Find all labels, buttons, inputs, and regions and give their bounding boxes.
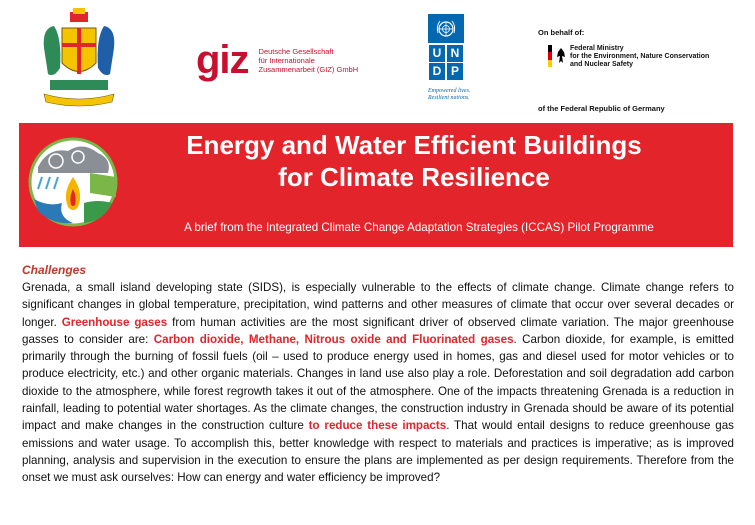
highlight-gas-list: Carbon dioxide, Methane, Nitrous oxide and Fluorinated gases (153, 332, 514, 346)
page-subtitle: A brief from the Integrated Climate Change Adaptation Strategies (ICCAS) Pilot Programme (184, 221, 654, 234)
body-paragraph: Grenada, a small island developing state (SIDS), is especially vulnerable to the effects of climate change. Climate change refers to significant changes in global temperature, precipitation, wind patterns and other measures of climate that occur over several decades or longer. Greenhouse gases from human activities are the most significant driver of observed climate variation. The major greenhouse gasses to consider are: Carbon dioxide, Methane, Nitrous oxide and Fluorinated gases. Carbon dioxide, for example, is emitted primarily through the burning of fossil fuels (oil – used to produce energy used in homes, gas and diesel used for motor vehicles or to produce electricity, etc.) and other organic materials. Changes in land use also play a role. Deforestation and soil degradation add carbon dioxide to the atmosphere, while forest regrowth takes it out of the atmosphere. One of the impacts threatening Grenada is a reduction in rainfall, leading to potential water shortages. As the climate changes, the construction industry in Grenada should be aware of its potential impact and make changes in the construction culture to reduce these impacts. That would entail designs to reduce greenhouse gas emissions and water usage. To accomplish this, better knowledge with respect to materials and practices is imperative; as is improved planning, analysis and supervision in the execution to ensure the plans are implemented as per design requirements. Therefore from the onset we must ask ourselves: How can energy and water efficiency be improved? (22, 281, 735, 485)
undp-logo: U N D P Empowered lives. Resilient nations. (428, 14, 470, 102)
iccas-logo (28, 137, 118, 227)
german-flag-icon (548, 45, 552, 67)
federal-republic-label: of the Federal Republic of Germany (538, 104, 665, 113)
giz-logo (196, 40, 358, 80)
highlight-reduce-impacts: to reduce these impacts (308, 419, 447, 433)
partner-logos (0, 0, 755, 118)
highlight-greenhouse-gases: Greenhouse gases (61, 315, 168, 329)
giz-name: Deutsche Gesellschaft für Internationale Zusammenarbeit (GIZ) GmbH (258, 46, 359, 74)
un-emblem-icon (428, 14, 464, 44)
title-banner (19, 123, 733, 247)
federal-eagle-icon (556, 45, 566, 67)
undp-letters: U N (428, 44, 464, 62)
undp-tagline: Empowered lives. Resilient nations. (428, 88, 471, 101)
grenada-coat-of-arms-logo (40, 8, 118, 108)
on-behalf-label: On behalf of: (538, 28, 585, 37)
section-heading: Challenges (22, 263, 87, 277)
bmu-logo (538, 28, 738, 113)
giz-wordmark: giz (196, 38, 249, 82)
page-title: Energy and Water Efficient Buildings for Climate Resilience (186, 130, 642, 192)
ministry-name: Federal Ministry for the Environment, Nature Conservation and Nuclear Safety (570, 45, 710, 68)
